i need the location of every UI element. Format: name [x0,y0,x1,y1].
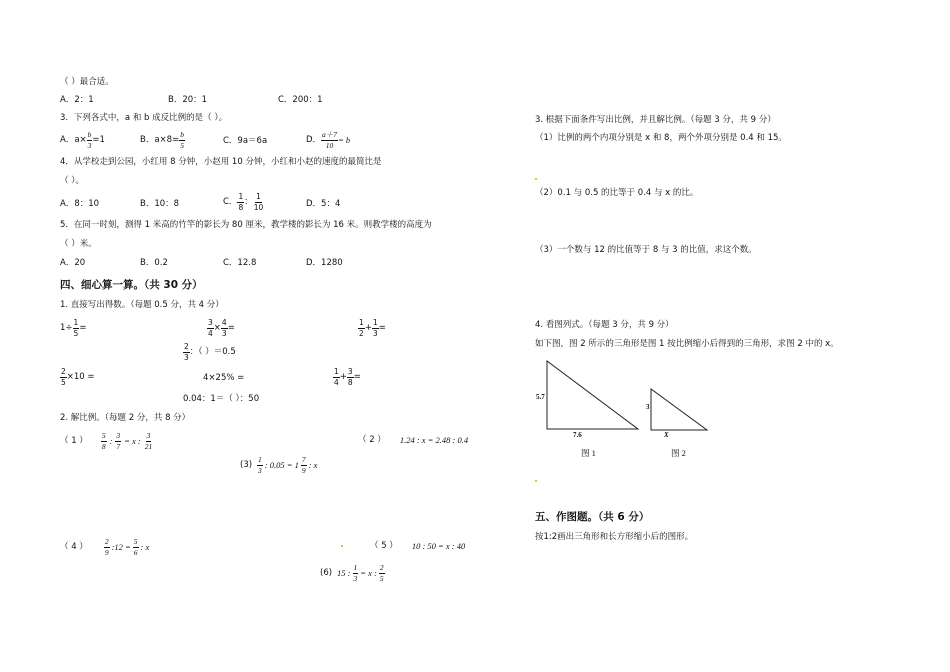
fig1-caption: 图 1 [581,448,596,458]
q3-option-c: C．9a＝6a [223,136,268,146]
calc-4: 0.04：1＝（ ）：50 [183,394,260,404]
proportion-4: （ 4 ） $\frac{2}{9}$ :12 = $\frac{5}{6}$ : x [60,537,150,557]
fig2-caption: 图 2 [671,448,686,458]
q2-option-b: B．20：1 [168,95,208,105]
triangle-figures [530,355,730,465]
q5-option-d: D．1280 [306,258,343,268]
speck-mark [535,178,537,180]
q3-option-b: B．a×8= $\frac{b}{5}$ [140,130,184,150]
calc-3-3: $\frac{1}{4}$ + $\frac{3}{8}$ = [334,367,361,387]
triangle-figure-1 [547,361,638,429]
triangle-figure-2 [651,389,707,430]
section-5-title: 五、作图题。（共 6 分） [535,511,650,523]
q5-option-a: A．20 [60,258,86,268]
calc-1-3: $\frac{1}{2}$ + $\frac{1}{3}$ = [359,318,386,338]
q2-option-a: A．2：1 [60,95,94,105]
proportion-3: (3) $\frac{1}{3}$ : 0.05 = 1 $\frac{7}{9}$ : x [240,455,318,475]
section-5-text: 按1:2画出三角形和长方形缩小后的图形。 [535,532,694,542]
part-1-title: 1. 直接写出得数。（每题 0.5 分，共 4 分） [60,300,224,310]
q4-option-d: D．5：4 [306,199,341,209]
q5-answer-line: （ ）米。 [60,239,97,249]
speck-mark [341,545,343,547]
part-2-title: 2. 解比例。（每题 2 分，共 8 分） [60,413,191,423]
q5-stem: 5．在同一时刻，测得 1 米高的竹竿的影长为 80 厘米，教学楼的影长为 16 米。则教学楼的高度为 [60,220,432,230]
fig2-height-label: 3 [646,403,650,411]
q5-option-c: C．12.8 [223,258,257,268]
q2-answer-line: （ ）最合适。 [60,77,114,87]
calc-3-1: $\frac{2}{5}$ ×10 = [61,367,95,387]
proportion-6: (6) 15 : $\frac{1}{3}$ = x : $\frac{2}{5}$ [320,563,384,583]
proportion-1: （ 1 ） $\frac{5}{8}$ : $\frac{3}{7}$ = x : $\frac{3}{21}$ [60,431,153,451]
q4-option-b: B．10：8 [140,199,180,209]
q3-option-d: D． $\frac{a+7}{10}$ = b [306,130,351,150]
q4-right-text: 如下图，图 2 所示的三角形是图 1 按比例缩小后得到的三角形，求图 2 中的 x。 [535,339,839,349]
fig1-base-label: 7.6 [573,431,582,439]
calc-3-2: 4×25% = [203,373,245,383]
q4-option-c: C． $\frac{1}{8}$ ： $\frac{1}{10}$ [223,192,264,212]
q3-right-item-2: （2）0.1 与 0.5 的比等于 0.4 与 x 的比。 [535,188,699,198]
fig2-base-label: X [664,431,669,439]
calc-1-2: $\frac{3}{4}$ × $\frac{4}{3}$ = [208,318,235,338]
q3-right-item-3: （3）一个数与 12 的比值等于 8 与 3 的比值，求这个数。 [535,245,757,255]
q4-right-title: 4. 看图列式。（每题 3 分，共 9 分） [535,320,674,330]
fig1-height-label: 5.7 [536,393,545,401]
q5-option-b: B．0.2 [140,258,168,268]
q4-stem: 4．从学校走到公园，小红用 8 分钟，小赵用 10 分钟，小红和小赵的速度的最简比是 [60,157,382,167]
q3-right-item-1: （1）比例的两个内项分别是 x 和 8，两个外项分别是 0.4 和 15。 [535,133,787,143]
speck-mark [535,480,537,482]
q4-option-a: A．8：10 [60,199,100,209]
proportion-5: （ 5 ） 10 : 50 = x : 40 [370,541,466,551]
q3-option-a: A．a× $\frac{b}{3}$ =1 [60,130,105,150]
calc-2: $\frac{2}{3}$ ：（ ）＝0.5 [184,342,236,362]
q3-stem: 3．下列各式中，a 和 b 成反比例的是（ ）。 [60,113,228,123]
q2-option-c: C．200：1 [278,95,323,105]
calc-1-1: 1÷ $\frac{1}{5}$ = [60,318,87,338]
q4-answer-line: （ ）。 [60,176,84,186]
section-4-title: 四、细心算一算。（共 30 分） [60,279,203,291]
q3-right-title: 3. 根据下面条件写出比例，并且解比例。（每题 3 分，共 9 分） [535,115,776,125]
proportion-2: （ 2 ） 1.24 : x = 2.48 : 0.4 [358,435,469,445]
